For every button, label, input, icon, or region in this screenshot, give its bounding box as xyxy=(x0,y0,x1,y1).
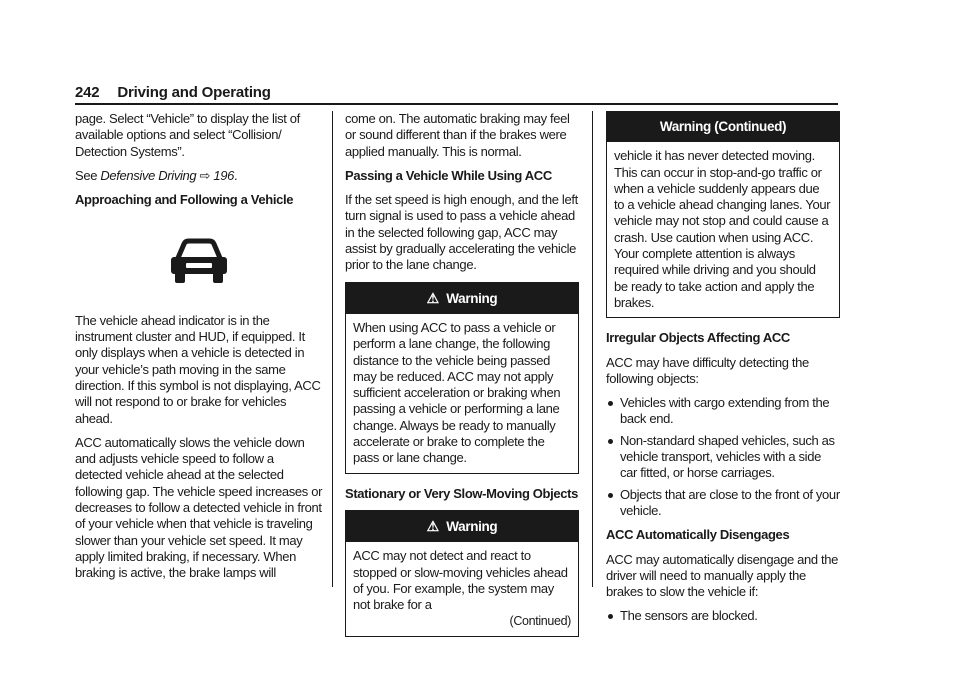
warning-triangle-icon: ⚠ xyxy=(426,517,439,534)
column-2 xyxy=(345,111,579,649)
paragraph: The vehicle ahead indicator is in the instrument cluster and HUD, if equipped. It only displays when a vehicle is detected in your vehicle’s path moving in the same direction. If this symbol is not displaying, ACC will not respond to or brake for vehicles ahead. xyxy=(75,312,321,426)
see-end: . xyxy=(234,167,238,183)
warning-title: Warning xyxy=(446,290,498,306)
vehicle-ahead-icon xyxy=(166,236,232,286)
warning-text: ACC may not detect and react to stopped or slow-moving vehicles ahead of you. For example, the system may not brake for a xyxy=(353,548,568,613)
cross-reference xyxy=(75,168,323,184)
column-1 xyxy=(75,111,323,590)
warning-title-bar xyxy=(607,112,839,142)
section-heading: Passing a Vehicle While Using ACC xyxy=(345,167,552,183)
column-divider xyxy=(332,111,333,587)
warning-box xyxy=(606,111,840,318)
list-item: The sensors are blocked. xyxy=(606,608,840,624)
paragraph: come on. The automatic braking may feel or sound different than if the brakes were applied manually. This is normal. xyxy=(345,111,570,159)
warning-title-bar xyxy=(346,511,578,542)
cross-reference-link[interactable]: Defensive Driving xyxy=(100,167,197,183)
paragraph: page. Select “Vehicle” to display the list of available options and select “Collision/ Detection Systems”. xyxy=(75,111,300,159)
paragraph: ACC may automatically disengage and the driver will need to manually apply the brakes to slow the vehicle if: xyxy=(606,551,839,600)
column-3 xyxy=(606,111,840,633)
list-item: Vehicles with cargo extending from the back end. xyxy=(606,395,840,428)
page-number: 242 xyxy=(75,84,100,101)
paragraph: ACC may have difficulty detecting the following objects: xyxy=(606,354,809,386)
list-item: Non-standard shaped vehicles, such as vehicle transport, vehicles with a side car fitted, or horse carriages. xyxy=(606,433,840,482)
column-divider xyxy=(592,111,593,587)
list-item: Objects that are close to the front of your vehicle. xyxy=(606,487,840,520)
paragraph: ACC automatically slows the vehicle down and adjusts vehicle speed to follow a detected vehicle ahead at the selected following gap. The vehicle speed increases or decreases to follow a detected vehicle in front of your vehicle when that vehicle is traveling slower than your vehicle set speed. It may apply limited braking, if necessary. When braking is active, the brake lamps will xyxy=(75,434,323,581)
bullet-list xyxy=(606,395,840,519)
continued-label: (Continued) xyxy=(509,614,571,629)
section-title: Driving and Operating xyxy=(117,84,271,101)
section-heading: Approaching and Following a Vehicle xyxy=(75,192,294,208)
warning-title-bar xyxy=(346,283,578,314)
warning-title: Warning xyxy=(446,518,498,534)
warning-box xyxy=(345,282,579,474)
see-prefix: See xyxy=(75,167,101,183)
warning-box xyxy=(345,510,579,637)
warning-body xyxy=(346,314,578,473)
section-heading: Irregular Objects Affecting ACC xyxy=(606,330,790,346)
warning-text: vehicle it has never detected moving. This can occur in stop-and-go traffic or when a vehicle suddenly appears due to a vehicle ahead changing lanes. Your vehicle may not stop and could cause a crash. Use caution when using ACC. Your complete attention is always required while driving and you should be ready to take action and apply the brakes. xyxy=(614,148,831,310)
page-header xyxy=(75,84,838,101)
section-heading: ACC Automatically Disengages xyxy=(606,527,790,543)
header-rule xyxy=(75,103,838,105)
bullet-list xyxy=(606,608,840,624)
warning-body xyxy=(346,542,578,635)
vehicle-ahead-figure xyxy=(75,236,323,290)
warning-body xyxy=(607,142,839,317)
page-arrow-icon: ⇨ xyxy=(199,167,211,183)
warning-text: When using ACC to pass a vehicle or perform a lane change, the following distance to the vehicle being passed may be reduced. ACC may not apply sufficient acceleration or braking when passing a vehicle or performing a lane change. Always be ready to manually accelerate or brake to complete the pass or lane change. xyxy=(353,319,561,466)
section-heading: Stationary or Very Slow-Moving Objects xyxy=(345,485,579,501)
warning-triangle-icon: ⚠ xyxy=(426,289,439,306)
warning-title: Warning (Continued) xyxy=(659,119,787,134)
paragraph: If the set speed is high enough, and the left turn signal is used to pass a vehicle ahead in the selected following gap, ACC may assist by gradually accelerating the vehicle prior to the lane change. xyxy=(345,192,578,273)
cross-reference-page[interactable]: 196 xyxy=(213,167,234,183)
